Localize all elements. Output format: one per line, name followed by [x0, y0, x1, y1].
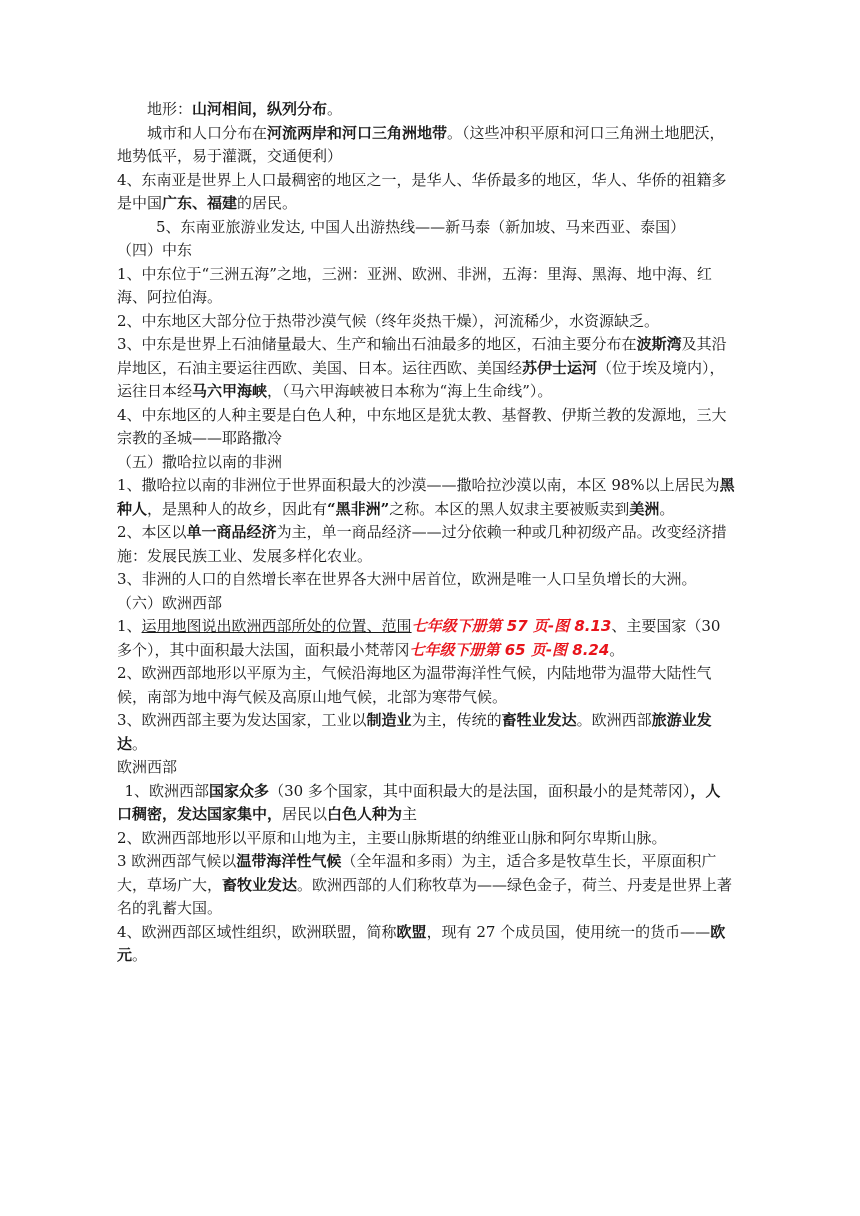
section-heading-sub-saharan-africa: （五）撒哈拉以南的非洲 — [117, 452, 283, 471]
southeast-asia-item-5: 5、东南亚旅游业发达, 中国人出游热线——新马泰（新加坡、马来西亚、泰国） — [156, 217, 686, 236]
middle-east-item-4: 4、中东地区的人种主要是白色人种，中东地区是犹太教、基督教、伊斯兰教的发源地，三大宗教的圣城——耶路撒冷 — [117, 405, 727, 447]
middle-east-item-2: 2、中东地区大部分位于热带沙漠气候（终年炎热干燥），河流稀少，水资源缺乏。 — [117, 311, 660, 330]
western-europe-item-3: 3、欧洲西部主要为发达国家，工业以制造业为主，传统的畜牲业发达。欧洲西部旅游业发达。 — [117, 711, 712, 753]
section-heading-middle-east: （四）中东 — [117, 241, 193, 259]
document-page — [117, 98, 735, 968]
africa-item-3: 3、非洲的人口的自然增长率在世界各大洲中居首位，欧洲是唯一人口呈负增长的大洲。 — [117, 570, 697, 588]
africa-item-1: 1、撒哈拉以南的非洲位于世界面积最大的沙漠——撒哈拉沙漠以南，本区 98%以上居民为黑种人，是黑种人的故乡，因此有“黑非洲”之称。本区的黑人奴隶主要被贩卖到美洲。 — [117, 476, 735, 518]
terrain-line: 地形：山河相间，纵列分布。 — [147, 100, 343, 118]
western-europe-summary-4: 4、欧洲西部区域性组织，欧洲联盟，简称欧盟，现有 27 个成员国，使用统一的货币——欧元。 — [117, 922, 726, 964]
western-europe-summary-1: 1、欧洲西部国家众多（30 多个国家，其中面积最大的是法国，面积最小的是梵蒂冈），人口稠密，发达国家集中，居民以白色人种为主 — [117, 781, 721, 823]
middle-east-item-1: 1、中东位于“三洲五海”之地，三洲：亚洲、欧洲、非洲，五海：里海、黑海、地中海、红海、阿拉伯海。 — [117, 264, 712, 306]
western-europe-summary-3: 3 欧洲西部气候以温带海洋性气候（全年温和多雨）为主，适合多是牧草生长，平原面积广大，草场广大，畜牧业发达。欧洲西部的人们称牧草为——绿色金子，荷兰、丹麦是世界上著名的乳蓄大国。 — [117, 852, 733, 917]
textbook-reference: 七年级下册第 65 页-图 8.24 — [409, 640, 610, 659]
western-europe-item-1: 1、运用地图说出欧洲西部所处的位置、范围七年级下册第 57 页-图 8.13、主要国家（30 多个），其中面积最大法国，面积最小梵蒂冈七年级下册第 65 页-图 8.24。 — [117, 617, 721, 659]
africa-item-2: 2、本区以单一商品经济为主，单一商品经济——过分依赖一种或几种初级产品。改变经济措施：发展民族工业、发展多样化农业。 — [117, 523, 727, 565]
city-population-paragraph: 城市和人口分布在河流两岸和河口三角洲地带。（这些冲积平原和河口三角洲土地肥沃，地势低平，易于灌溉，交通便利） — [117, 123, 725, 165]
section-heading-western-europe-2: 欧洲西部 — [117, 758, 178, 776]
western-europe-item-2: 2、欧洲西部地形以平原为主，气候沿海地区为温带海洋性气候，内陆地带为温带大陆性气候，南部为地中海气候及高原山地气候，北部为寒带气候。 — [117, 664, 712, 706]
southeast-asia-item-4: 4、东南亚是世界上人口最稠密的地区之一，是华人、华侨最多的地区，华人、华侨的祖籍多是中国广东、福建的居民。 — [117, 170, 727, 212]
section-heading-western-europe: （六）欧洲西部 — [117, 593, 223, 612]
textbook-reference: 七年级下册第 57 页-图 8.13 — [411, 617, 612, 635]
middle-east-item-3: 3、中东是世界上石油储量最大、生产和输出石油最多的地区，石油主要分布在波斯湾及其沿岸地区，石油主要运往西欧、美国、日本。运往西欧、美国经苏伊士运河（位于埃及境内），运往日本经马六甲海峡，（马六甲海峡被日本称为“海上生命线”）。 — [117, 335, 727, 400]
western-europe-summary-2: 2、欧洲西部地形以平原和山地为主，主要山脉斯堪的纳维亚山脉和阿尔卑斯山脉。 — [117, 828, 667, 847]
